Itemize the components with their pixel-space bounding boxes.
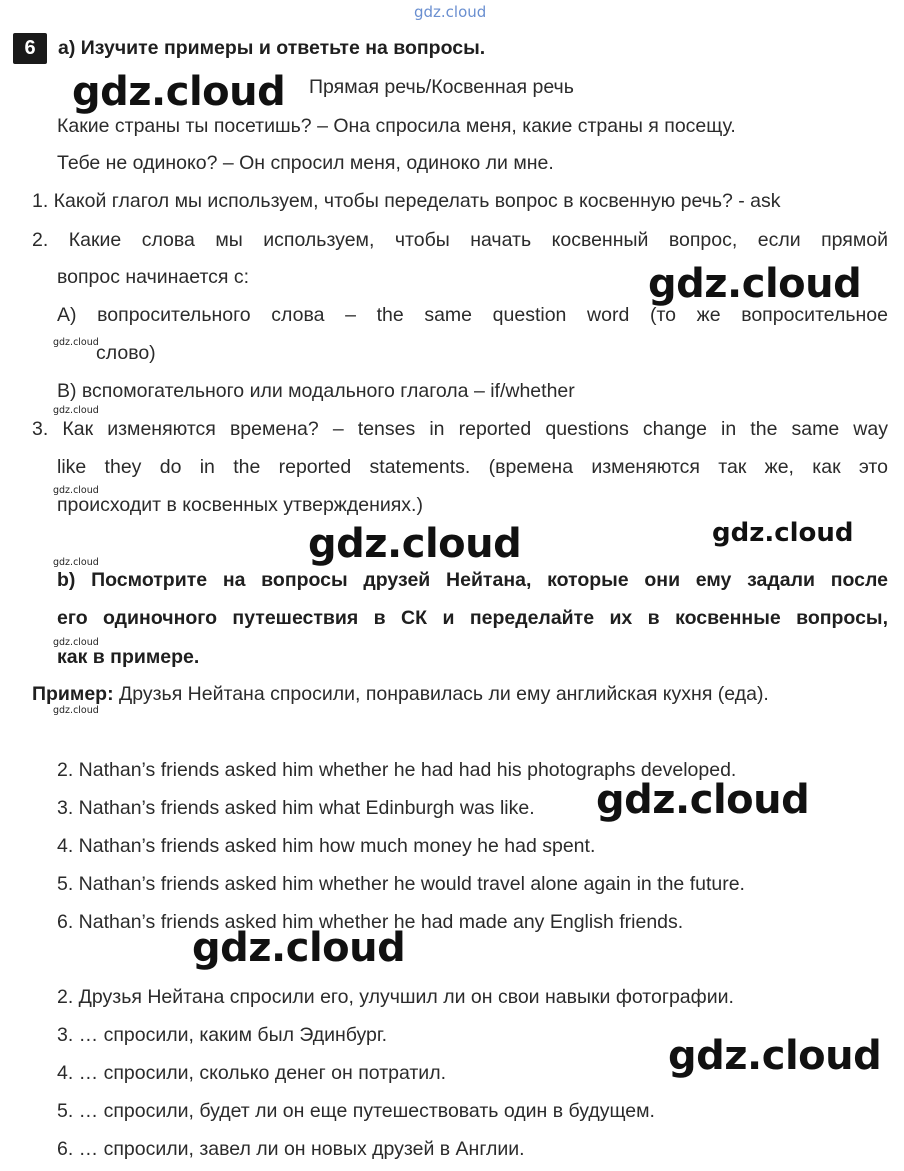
watermark-big-1: gdz.cloud (72, 69, 286, 115)
question-3-line-3: происходит в косвенных утверждениях.) (57, 494, 423, 516)
watermark-big-3: gdz.cloud (308, 521, 522, 567)
watermark-big-2: gdz.cloud (648, 261, 862, 307)
watermark-small-1: gdz.cloud (53, 337, 99, 348)
part-b-heading-line-3: как в примере. (57, 646, 200, 668)
watermark-big-4: gdz.cloud (596, 777, 810, 823)
answer-ru-6: 6. … спросили, завел ли он новых друзей в Англии. (57, 1138, 525, 1160)
question-2-option-a-line-1: A) вопросительного слова – the same question word (то же вопросительное (57, 304, 888, 326)
part-a-subtitle: Прямая речь/Косвенная речь (309, 76, 574, 98)
watermark-small-6: gdz.cloud (53, 705, 99, 716)
question-2-line-2: вопрос начинается с: (57, 266, 250, 288)
watermark-small-4: gdz.cloud (53, 557, 99, 568)
example-label: Пример: (32, 683, 114, 705)
question-2-option-b: B) вспомогательного или модального глагола – if/whether (57, 380, 575, 402)
watermark-mid-1: gdz.cloud (712, 518, 854, 548)
watermark-small-5: gdz.cloud (53, 637, 99, 648)
answer-ru-2: 2. Друзья Нейтана спросили его, улучшил ли он свои навыки фотографии. (57, 986, 734, 1008)
answer-en-5: 5. Nathan’s friends asked him whether he would travel alone again in the future. (57, 873, 745, 895)
answer-ru-3: 3. … спросили, каким был Эдинбург. (57, 1024, 388, 1046)
answer-en-3: 3. Nathan’s friends asked him what Edinburgh was like. (57, 797, 535, 819)
question-3-line-1: 3. Как изменяются времена? – tenses in reported questions change in the same way (32, 418, 888, 440)
exercise-number-badge: 6 (13, 33, 47, 64)
answer-en-4: 4. Nathan’s friends asked him how much money he had spent. (57, 835, 596, 857)
question-2-option-a-line-2: слово) (96, 342, 156, 364)
watermark-small-3: gdz.cloud (53, 485, 99, 496)
answer-en-6: 6. Nathan’s friends asked him whether he had made any English friends. (57, 911, 684, 933)
part-a-heading: a) Изучите примеры и ответьте на вопросы. (58, 37, 486, 59)
question-2-line-1: 2. Какие слова мы используем, чтобы начать косвенный вопрос, если прямой (32, 229, 888, 251)
part-b-example (32, 682, 769, 706)
watermark-big-5: gdz.cloud (192, 925, 406, 971)
answer-ru-5: 5. … спросили, будет ли он еще путешествовать один в будущем. (57, 1100, 655, 1122)
watermark-big-6: gdz.cloud (668, 1033, 882, 1079)
question-3-line-2: like they do in the reported statements. (времена изменяются так же, как это (57, 456, 888, 478)
example-line-2: Тебе не одиноко? – Он спросил меня, одиноко ли мне. (57, 152, 554, 174)
question-1: 1. Какой глагол мы используем, чтобы переделать вопрос в косвенную речь? - ask (32, 190, 781, 212)
example-text: Друзья Нейтана спросили, понравилась ли ему английская кухня (еда). (113, 683, 769, 705)
example-line-1: Какие страны ты посетишь? – Она спросила меня, какие страны я посещу. (57, 115, 736, 137)
part-b-heading-line-1: b) Посмотрите на вопросы друзей Нейтана, которые они ему задали после (57, 569, 888, 591)
answer-en-2: 2. Nathan’s friends asked him whether he had had his photographs developed. (57, 759, 737, 781)
part-b-heading-line-2: его одиночного путешествия в СК и переделайте их в косвенные вопросы, (57, 607, 888, 629)
answer-ru-4: 4. … спросили, сколько денег он потратил. (57, 1062, 447, 1084)
watermark-top: gdz.cloud (414, 3, 487, 21)
watermark-small-2: gdz.cloud (53, 405, 99, 416)
